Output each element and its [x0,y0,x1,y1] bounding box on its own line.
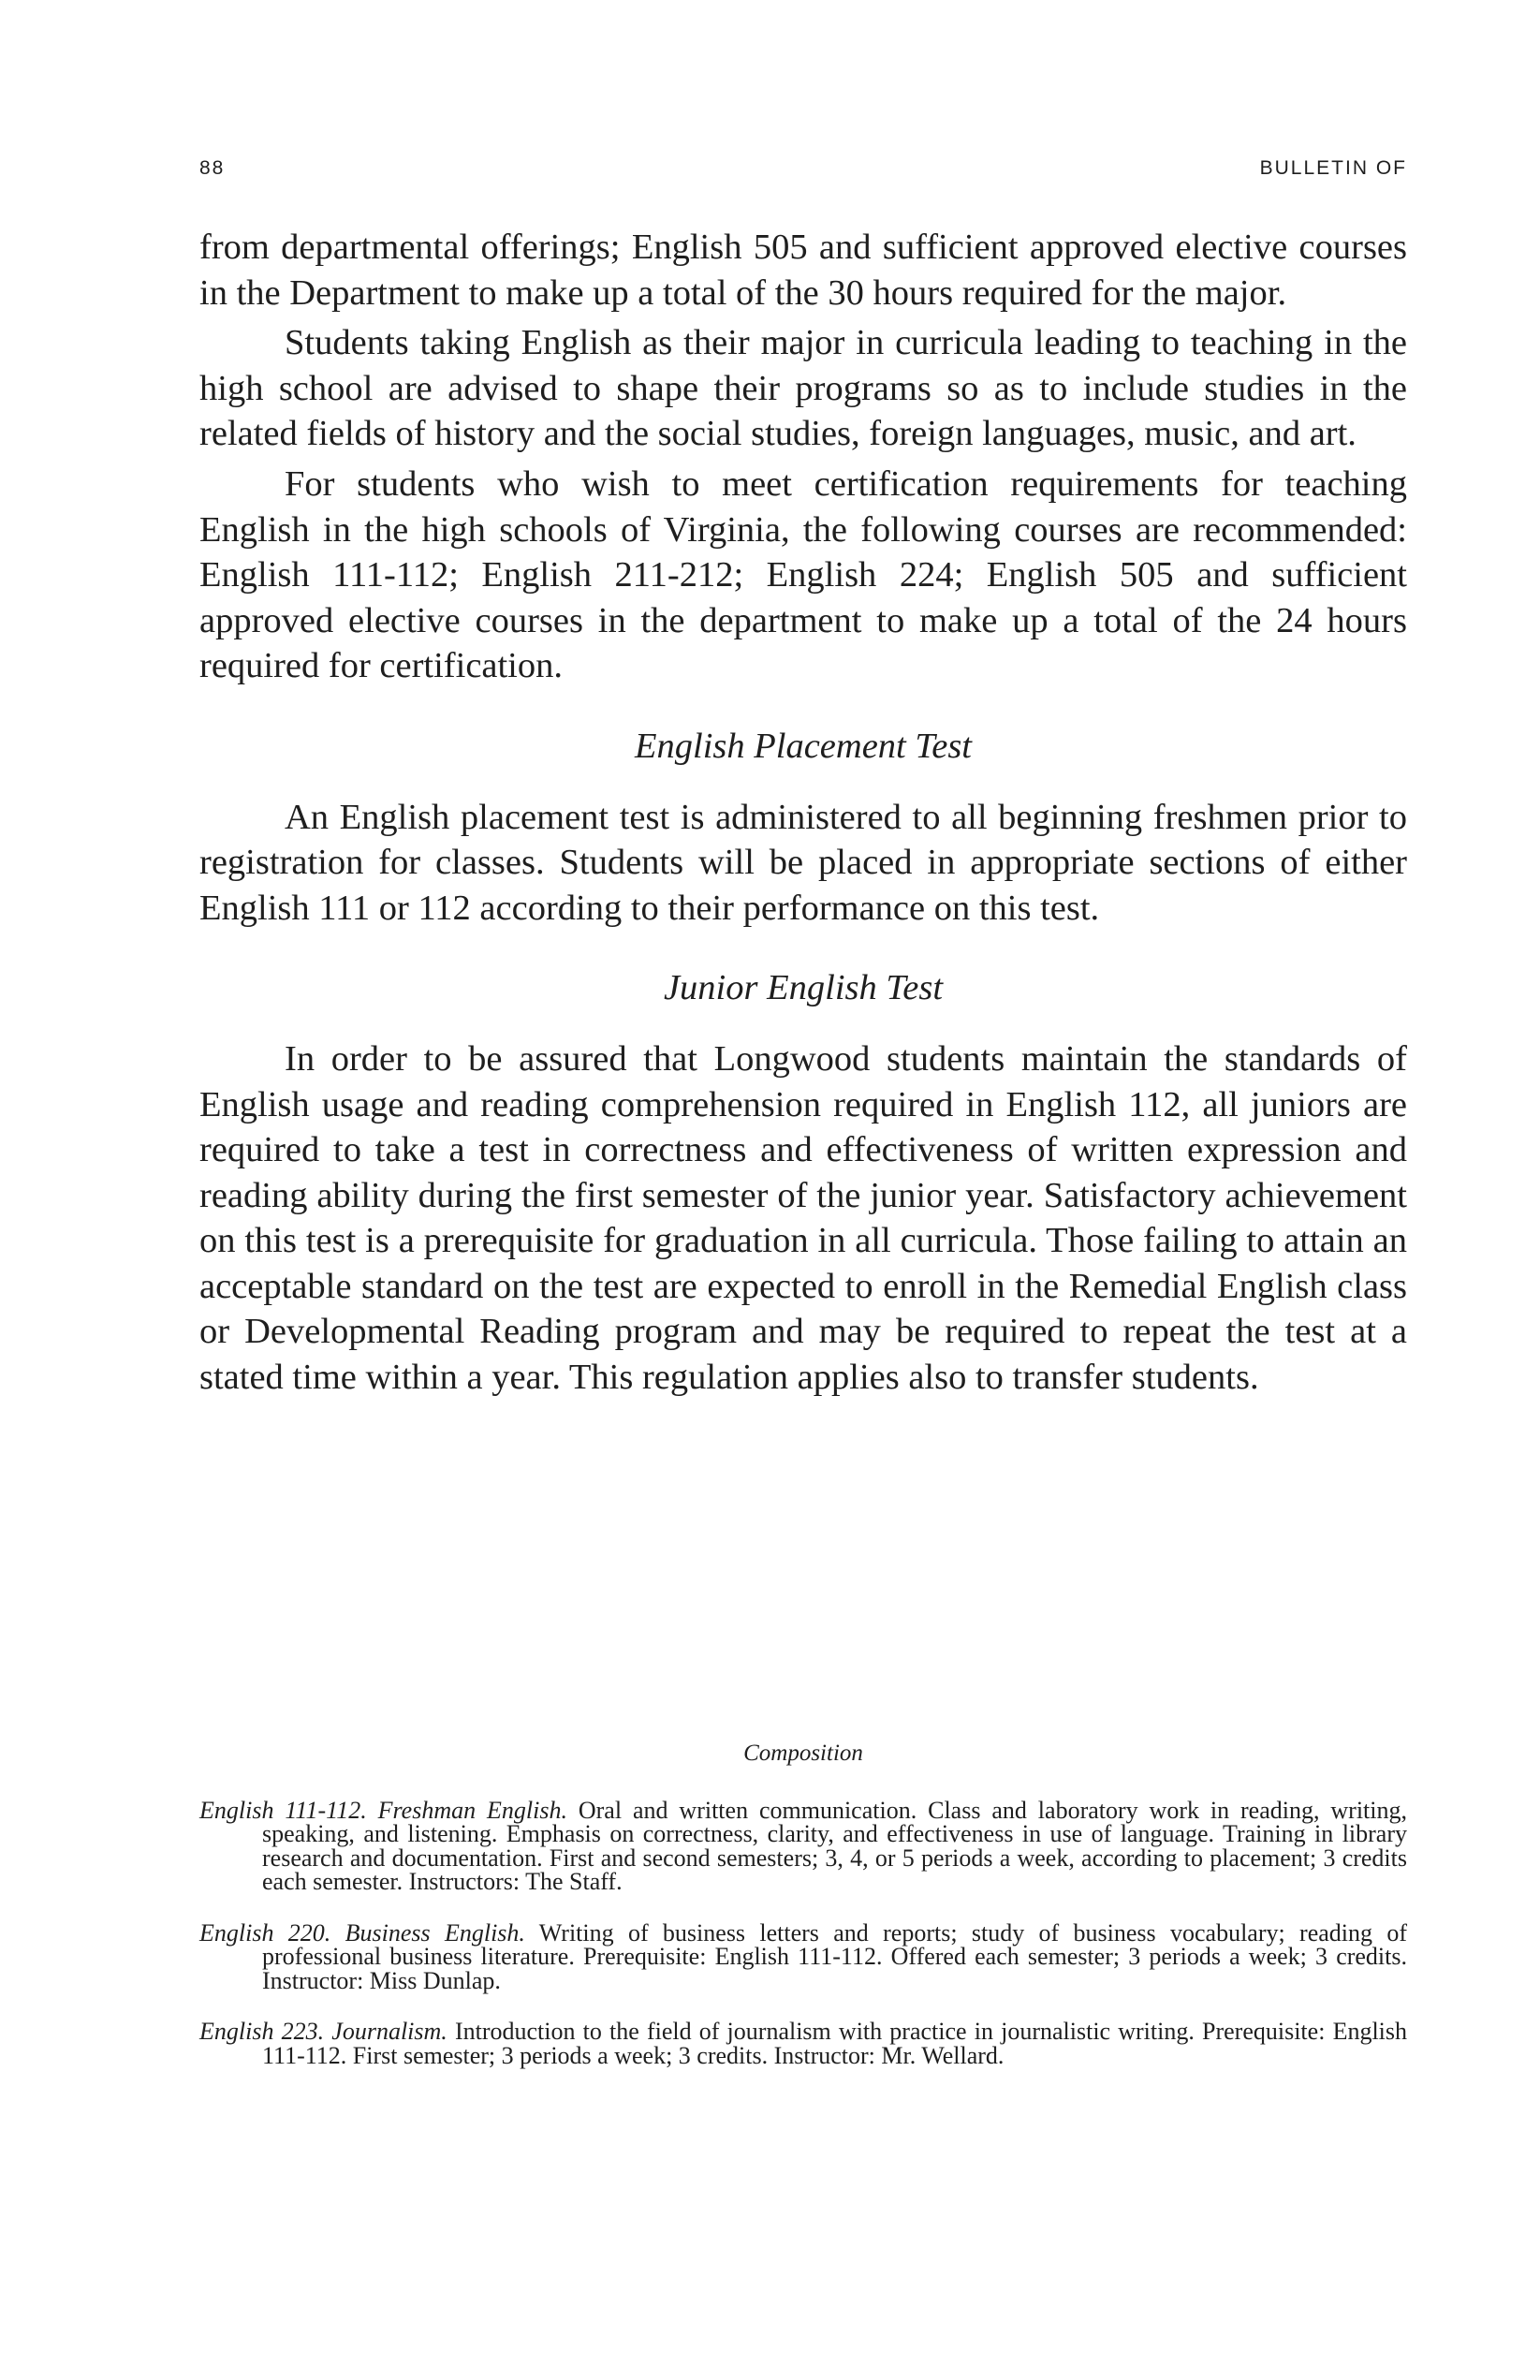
placement-test-heading: English Placement Test [634,726,973,766]
paragraph-major-requirements: from departmental offerings; English 505 and sufficient approved elective courses in the Department to make up a total of the 30 hours required for the major. [199,228,1407,313]
running-title: BULLETIN OF [1259,157,1407,179]
composition-courses [199,1741,1407,2094]
course-description: Oral and written communication. Class and laboratory work in reading, writing, speaking, and listening. Emphasis on correctness, clarity, and effectiveness in use of language. Training in library research and documentation. First and second semesters; 3, 4, or 5 periods a week, according to placement; 3 credits each semester. Instructors: The Staff. [262,1796,1407,1895]
page-number: 88 [199,157,226,179]
paragraph-curricula-advice: Students taking English as their major in curricula leading to teaching in the high school are advised to shape their programs so as to include studies in the related fields of history and the social studies, foreign languages, music, and art. [199,323,1407,454]
course-title: Freshman English. [377,1796,567,1824]
course-number: English 111-112. [199,1796,367,1824]
course-title: Journalism. [331,2018,447,2045]
junior-test-heading: Junior English Test [663,968,944,1008]
course-entry [199,1796,1407,1895]
main-text [199,225,1407,1401]
composition-heading: Composition [743,1741,863,1766]
course-description: Writing of business letters and reports; study of business vocabulary; reading of professional business literature. Prerequisite: English 111-112. Offered each semester; 3 periods a week; 3 credits. Instructor: Miss Dunlap. [262,1918,1408,1994]
running-head [199,157,1407,185]
course-entry [199,1918,1408,1994]
course-number: English 223. [199,2018,325,2045]
course-entry [199,2020,1407,2067]
course-description: Introduction to the field of journalism with practice in journalistic writing. Prerequisite: English 111-112. First semester; 3 periods a week; 3 credits. Instructor: Mr. Wellard. [262,2018,1408,2069]
junior-test-paragraph: In order to be assured that Longwood students maintain the standards of English usage and reading comprehension required in English 112, all juniors are required to take a test in correctness and effectiveness of written expression and reading ability during the first semester of the junior year. Satisfactory achievement on this test is a prerequisite for graduation in all curricula. Those failing to attain an acceptable standard on the test are expected to enroll in the Remedial English class or Developmental Reading program and may be required to repeat the test at a stated time within a year. This regulation applies also to transfer students. [199,1038,1407,1398]
course-title: Business English. [345,1918,525,1947]
placement-test-paragraph: An English placement test is administered to all beginning freshmen prior to registration for classes. Students will be placed in appropriate sections of either English 111 or 112 according to their performance on this test. [199,797,1407,928]
course-number: English 220. [199,1918,331,1947]
paragraph-certification: For students who wish to meet certification requirements for teaching English in the high schools of Virginia, the following courses are recommended: English 111-112; English 211-212; English 224; English 505 and sufficient approved elective courses in the department to make up a total of the 24 hours required for certification. [199,463,1407,686]
